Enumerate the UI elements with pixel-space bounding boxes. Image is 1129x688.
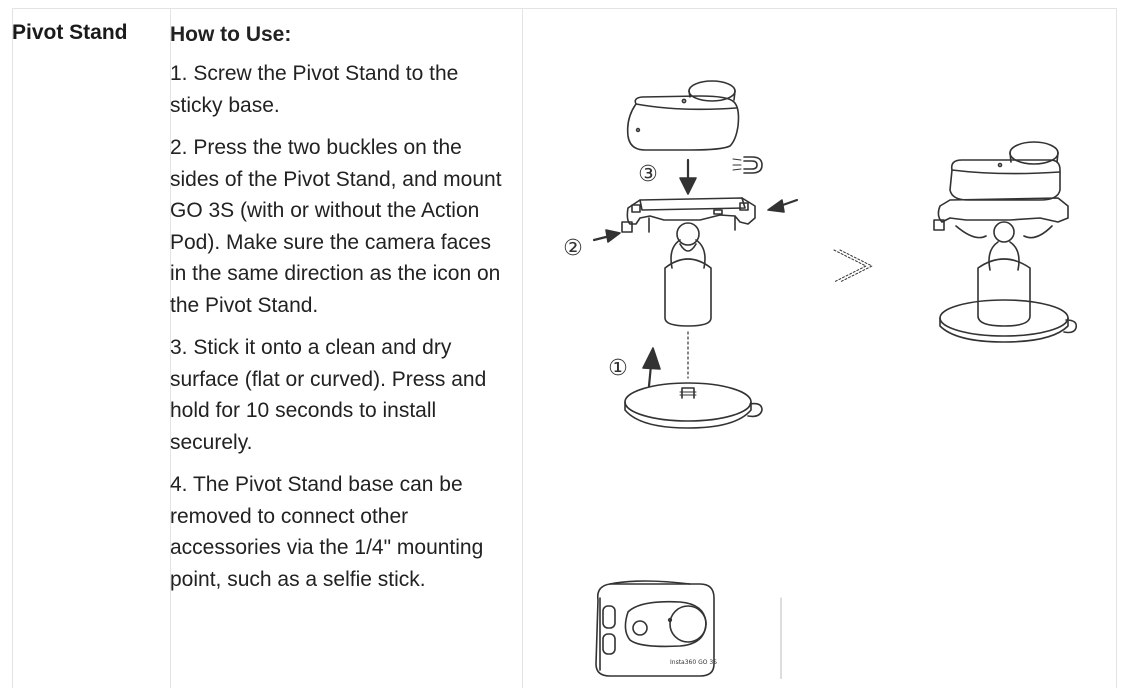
instructions-cell [170, 21, 505, 606]
step-1: 1. Screw the Pivot Stand to the sticky base. [170, 62, 459, 117]
step-3-label: ③ [638, 162, 658, 187]
step-3: 3. Stick it onto a clean and dry surface (flat or curved). Press and hold for 10 seconds to install securely. [170, 336, 487, 454]
step-4: 4. The Pivot Stand base can be removed to connect other accessories via the 1/4" mounting point, such as a selfie stick. [170, 473, 484, 591]
accessory-name: Pivot Stand [12, 21, 128, 44]
column-divider-2 [522, 9, 523, 688]
step-2-label: ② [563, 236, 583, 261]
step-1-label: ① [608, 356, 628, 381]
step-2: 2. Press the two buckles on the sides of the Pivot Stand, and mount GO 3S (with or without the Action Pod). Make sure the camera faces in the same direction as the icon on the Pivot Stand. [170, 136, 502, 317]
how-to-title: How to Use: [170, 23, 292, 46]
camera-brand-label: Insta360 GO 3S [670, 659, 717, 666]
